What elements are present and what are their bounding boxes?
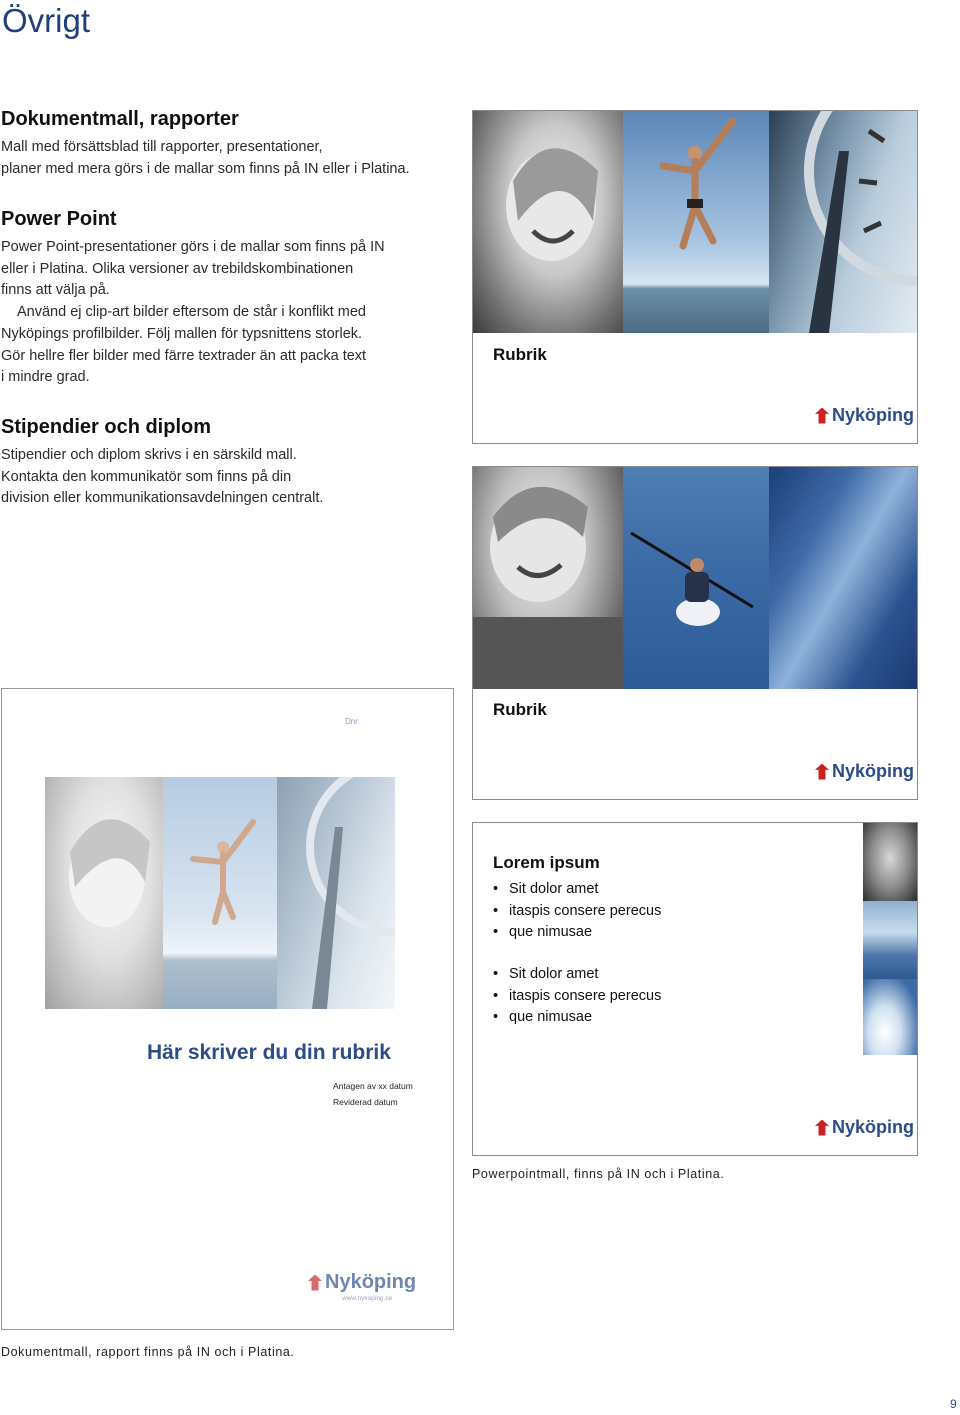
report-caption: Dokumentmall, rapport finns på IN och i Platina.: [1, 1345, 295, 1359]
photo-woman-bw: [863, 823, 917, 901]
body-line: Nyköpings profilbilder. Följ mallen för typsnittens storlek.: [1, 325, 363, 342]
bullet-list: [493, 879, 661, 944]
body-line: Använd ej clip-art bilder eftersom de står i konflikt med: [17, 304, 366, 321]
photo-jumper-faded: [163, 777, 277, 1009]
photo-clouds-sky: [863, 979, 917, 1055]
section-heading: Dokumentmall, rapporter: [1, 108, 239, 130]
photo-clock-faded: [277, 777, 395, 1009]
logo-text: Nyköping: [832, 405, 915, 425]
list-item: • Sit dolor amet: [493, 879, 661, 901]
page-title: Övrigt: [2, 2, 91, 39]
body-line: i mindre grad.: [1, 369, 90, 386]
list-item: • itaspis consere perecus: [493, 901, 661, 923]
body-line: Kontakta den kommunikatör som finns på din: [1, 468, 292, 485]
photo-abstract-blue: [769, 467, 918, 689]
logo-text: Nyköping: [325, 1271, 417, 1293]
nykoping-logo-icon: [815, 408, 829, 424]
photo-kayak-sea: [623, 467, 769, 689]
photo-fishing-sea: [863, 901, 917, 979]
report-meta-revised: Reviderad datum: [333, 1097, 398, 1107]
photo-jumper-sky: [623, 111, 769, 333]
section-heading: Power Point: [1, 208, 117, 230]
nykoping-logo-icon: [815, 1120, 829, 1136]
list-item: • que nimusae: [493, 1007, 661, 1029]
photo-clock-rail: [769, 111, 918, 333]
slide-heading: Lorem ipsum: [493, 853, 600, 872]
body-line: Mall med försättsblad till rapporter, presentationer,: [1, 139, 323, 155]
logo-text: Nyköping: [832, 1117, 915, 1137]
body-line: Stipendier och diplom skrivs i en särskild mall.: [1, 447, 297, 463]
dnr-label: Dnr: [345, 717, 358, 726]
nykoping-logo: [308, 1271, 416, 1294]
slides-caption: Powerpointmall, finns på IN och i Platina.: [472, 1167, 725, 1181]
list-item: • que nimusae: [493, 922, 661, 944]
slide-thumbnail-2: [472, 466, 918, 800]
body-line: division eller kommunikationsavdelningen centralt.: [1, 490, 324, 507]
slide-rubrik: Rubrik: [493, 345, 547, 364]
body-line: Gör hellre fler bilder med färre textrader än att packa text: [1, 347, 367, 364]
report-headline: Här skriver du din rubrik: [147, 1041, 391, 1064]
body-line: eller i Platina. Olika versioner av trebildskombinationen: [1, 260, 354, 277]
photo-child-bw: [473, 467, 623, 689]
nykoping-logo: [815, 1117, 914, 1138]
section-dokumentmall: [1, 108, 451, 180]
report-meta-adopted: Antagen av xx datum: [333, 1081, 413, 1091]
bullet-list: [493, 964, 661, 1029]
body-line: Power Point-presentationer görs i de mallar som finns på IN: [1, 239, 385, 255]
nykoping-logo: [815, 405, 914, 426]
logo-url: www.nykoping.se: [342, 1295, 393, 1302]
body-line: finns att välja på.: [1, 282, 110, 299]
page-number: 9: [950, 1397, 957, 1411]
section-powerpoint: [1, 208, 451, 389]
body-line: planer med mera görs i de mallar som finns på IN eller i Platina.: [1, 160, 410, 177]
nykoping-logo-icon: [308, 1275, 322, 1291]
list-item: • itaspis consere perecus: [493, 986, 661, 1008]
slide-thumbnail-1: [472, 110, 918, 444]
nykoping-logo: [815, 761, 914, 782]
section-stipendier: [1, 416, 451, 510]
photo-girl-faded: [45, 777, 163, 1009]
report-cover-thumbnail: [1, 688, 454, 1330]
slide-thumbnail-3: [472, 822, 918, 1156]
list-item: • Sit dolor amet: [493, 964, 661, 986]
logo-text: Nyköping: [832, 761, 915, 781]
slide-rubrik: Rubrik: [493, 700, 547, 719]
nykoping-logo-icon: [815, 764, 829, 780]
section-heading: Stipendier och diplom: [1, 416, 212, 438]
photo-girl-bw: [473, 111, 623, 333]
